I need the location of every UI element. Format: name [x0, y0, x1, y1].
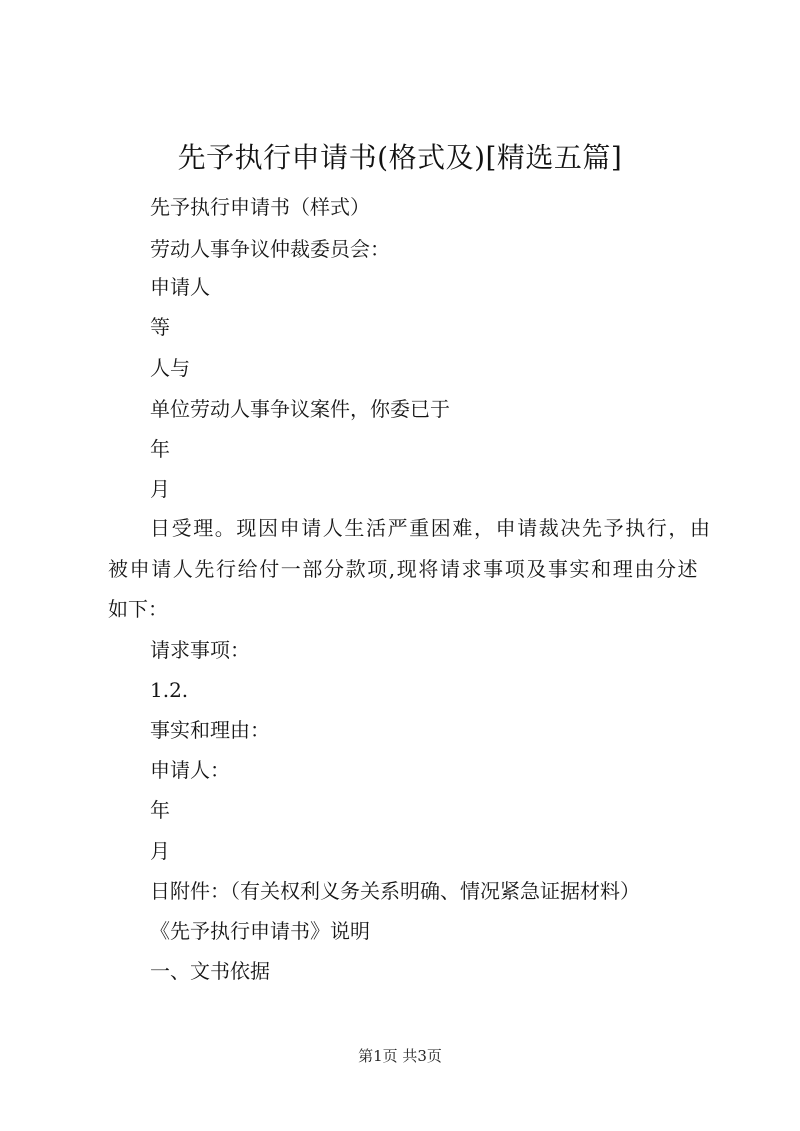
paragraph-line: 请求事项：: [150, 638, 250, 662]
paragraph-line: 月: [150, 839, 170, 863]
paragraph-line: 单位劳动人事争议案件，你委已于: [150, 397, 450, 421]
paragraph-line: 等: [150, 315, 170, 339]
paragraph-line: 劳动人事争议仲裁委员会：: [150, 237, 390, 261]
paragraph-line: 申请人：: [150, 758, 230, 782]
paragraph-line: 如下：: [108, 597, 168, 621]
paragraph-line: 事实和理由：: [150, 718, 270, 742]
paragraph-line: 被申请人先行给付一部分款项,现将请求事项及事实和理由分述: [108, 557, 700, 581]
paragraph-line: 申请人: [150, 275, 210, 299]
paragraph-line: 年: [150, 798, 170, 822]
paragraph-line: 一、文书依据: [150, 959, 270, 983]
paragraph-line: 日附件：（有关权利义务关系明确、情况紧急证据材料）: [150, 879, 640, 903]
paragraph-line: 先予执行申请书（样式）: [150, 195, 370, 219]
paragraph-line: 人与: [150, 356, 190, 380]
paragraph-line: 月: [150, 477, 170, 501]
paragraph-line: 1.2.: [150, 678, 189, 702]
paragraph-line: 日受理。现因申请人生活严重困难，申请裁决先予执行，由: [150, 516, 712, 540]
paragraph-line: 年: [150, 437, 170, 461]
page-number-footer: 第1页 共3页: [358, 1047, 442, 1065]
paragraph-line: 《先予执行申请书》说明: [150, 919, 370, 943]
document-title: 先予执行申请书(格式及)[精选五篇]: [177, 141, 623, 174]
